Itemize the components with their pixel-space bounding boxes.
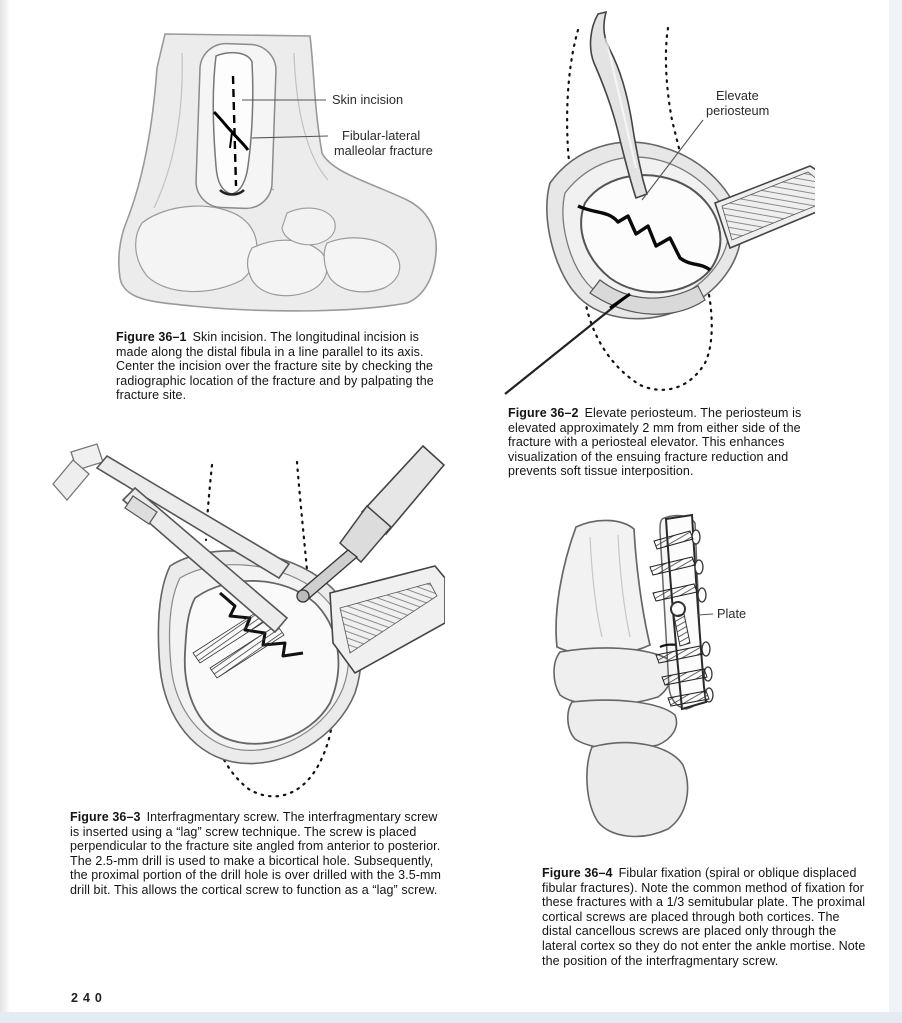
- navicular-bone: [282, 208, 335, 245]
- guide-pin: [505, 297, 626, 394]
- figure-36-1-caption-label: Figure 36–1: [116, 330, 187, 344]
- cuboid-bone: [248, 240, 328, 296]
- talus-bone: [554, 648, 672, 705]
- figure-36-4-caption-text: Fibular fixation (spiral or oblique displaced fibular fractures). Note the common method of fixation for these fractures with a 1/3 semitubular plate. The proximal cortical screws are placed through both cortices. The distal cancellous screws are placed only through the lateral cortex so they do not enter the ankle mortise. Note the position of the interfragmentary screw.: [542, 866, 866, 968]
- page-number: 240: [71, 991, 107, 1005]
- figure-36-1-caption-text: Skin incision. The longitudinal incision is made along the distal fibula in a line parallel to its axis. Center the incision over the fracture site by checking the radiographic location of the fracture and by palpating the fracture site.: [116, 330, 434, 403]
- calcaneus-bone: [587, 743, 688, 837]
- figure-36-1-illustration: [112, 8, 437, 330]
- figure-36-3-caption-label: Figure 36–3: [70, 810, 141, 824]
- plate-tab: [695, 560, 703, 574]
- leg-dotted-outline-right: [297, 462, 308, 580]
- plate-leader-line: [698, 614, 713, 615]
- drill-bit-tip: [297, 590, 309, 602]
- fracture-label-line2: malleolar fracture: [334, 143, 433, 158]
- plate-tab: [692, 530, 700, 544]
- plate-tab: [698, 588, 706, 602]
- figure-36-4-caption-label: Figure 36–4: [542, 866, 613, 880]
- page-bottom-edge: [0, 1012, 902, 1023]
- figure-36-4-illustration: [520, 497, 820, 859]
- elevate-periosteum-label-line2: periosteum: [706, 103, 770, 118]
- tibia-bone: [556, 520, 650, 655]
- elevate-periosteum-label-line1: Elevate: [716, 88, 759, 103]
- plate-label: Plate: [717, 606, 747, 621]
- fracture-label-line1: Fibular-lateral: [342, 128, 421, 143]
- calcaneus-bone: [136, 206, 257, 291]
- figure-36-3-caption: [70, 810, 448, 898]
- figure-36-2-illustration: [490, 8, 815, 403]
- figure-36-4-caption: [542, 866, 868, 968]
- figure-36-2-caption-label: Figure 36–2: [508, 406, 579, 420]
- figure-36-2-caption-text: Elevate periosteum. The periosteum is elevated approximately 2 mm from either side of the fracture with a periosteal elevator. This enhances visualization of the ensuing fracture reduction and prevents soft tissue interposition.: [508, 406, 802, 479]
- page-right-edge: [889, 0, 902, 1023]
- skin-incision-label: Skin incision: [332, 92, 404, 107]
- figure-36-2-caption: [508, 406, 830, 479]
- figure-36-3-illustration: [45, 438, 445, 808]
- figure-36-3-caption-text: Interfragmentary screw. The interfragmentary screw is inserted using a “lag” screw technique. The screw is placed perpendicular to the fracture site angled from anterior to posterior. The 2.5-mm drill is used to make a bicortical hole. Subsequently, the proximal portion of the drill hole is over drilled with the 3.5-mm drill bit. This allows the cortical screw to function as a “lag” screw.: [70, 810, 442, 897]
- fibula-bone: [213, 53, 252, 194]
- page-left-edge: [0, 0, 9, 1023]
- figure-36-1-caption: [116, 330, 434, 403]
